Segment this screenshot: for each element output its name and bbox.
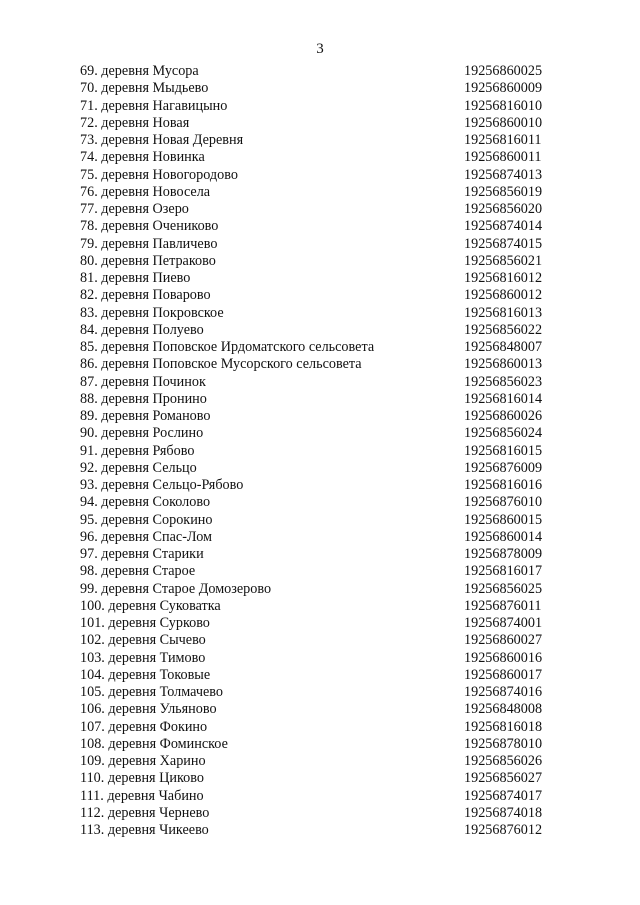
settlement-name: 77. деревня Озеро [80, 201, 189, 217]
settlement-name: 104. деревня Токовые [80, 666, 211, 683]
list-item [0, 494, 640, 511]
settlement-name: 90. деревня Рослино [80, 425, 204, 442]
list-item [0, 287, 640, 304]
list-item [0, 339, 640, 356]
settlement-code: 19256878010 [464, 735, 543, 752]
settlement-name: 84. деревня Полуево [80, 321, 204, 338]
settlement-code: 19256856024 [464, 425, 543, 442]
settlement-code: 19256874015 [464, 235, 543, 252]
settlement-name: 80. деревня Петраково [80, 252, 216, 269]
list-item [0, 701, 640, 718]
settlement-name: 75. деревня Новогородово [80, 166, 238, 183]
settlement-name: 103. деревня Тимово [80, 649, 206, 666]
settlement-code: 19256860026 [464, 408, 543, 424]
settlement-code: 19256860027 [464, 632, 543, 649]
settlement-name: 111. деревня Чабино [80, 787, 204, 804]
list-item [0, 650, 640, 667]
settlement-code: 19256874013 [464, 166, 543, 183]
settlement-name: 86. деревня Поповское Мусорского сельсовета [80, 356, 362, 373]
list-item [0, 684, 640, 701]
settlement-code: 19256816011 [464, 132, 542, 148]
list-item [0, 753, 640, 770]
list-item [0, 322, 640, 339]
settlement-name: 83. деревня Покровское [80, 304, 224, 321]
settlement-code: 19256816016 [464, 477, 543, 493]
settlement-name: 88. деревня Пронино [80, 390, 207, 407]
settlement-code: 19256816013 [464, 304, 543, 321]
list-item [0, 374, 640, 391]
list-item [0, 719, 640, 736]
settlement-code: 19256874018 [464, 804, 543, 821]
list-item [0, 529, 640, 546]
list-item [0, 615, 640, 632]
settlement-code: 19256856021 [464, 252, 543, 269]
settlement-name: 79. деревня Павличево [80, 235, 218, 252]
settlement-code: 19256860012 [464, 287, 543, 304]
settlement-name: 105. деревня Толмачево [80, 684, 223, 700]
list-item [0, 149, 640, 166]
settlement-name: 110. деревня Циково [80, 770, 204, 787]
list-item [0, 425, 640, 442]
list-item [0, 253, 640, 270]
list-item [0, 822, 640, 839]
settlement-name: 96. деревня Спас-Лом [80, 528, 212, 545]
list-item [0, 236, 640, 253]
list-item [0, 408, 640, 425]
settlement-name: 78. деревня Очениково [80, 218, 219, 235]
settlement-name: 101. деревня Сурково [80, 615, 210, 631]
list-item [0, 132, 640, 149]
list-item [0, 563, 640, 580]
settlement-name: 91. деревня Рябово [80, 442, 195, 459]
list-item [0, 218, 640, 235]
settlement-code: 19256848008 [464, 701, 543, 718]
settlement-name: 81. деревня Пиево [80, 270, 191, 286]
settlement-name: 95. деревня Сорокино [80, 511, 213, 528]
list-item [0, 63, 640, 80]
settlement-name: 108. деревня Фоминское [80, 735, 228, 752]
settlement-name: 112. деревня Чернево [80, 804, 210, 821]
settlement-code: 19256876009 [464, 459, 543, 476]
list-item [0, 632, 640, 649]
settlement-code: 19256856019 [464, 183, 543, 200]
list-item [0, 80, 640, 97]
settlement-code: 19256816015 [464, 442, 543, 459]
settlement-name: 73. деревня Новая Деревня [80, 132, 244, 148]
settlement-name: 106. деревня Ульяново [80, 701, 217, 718]
settlement-name: 93. деревня Сельцо-Рябово [80, 477, 244, 493]
settlement-code: 19256876011 [464, 597, 542, 614]
list-item [0, 201, 640, 218]
settlement-code: 19256856025 [464, 580, 543, 597]
settlement-code: 19256848007 [464, 339, 543, 355]
settlement-name: 71. деревня Нагавицыно [80, 97, 228, 114]
list-item [0, 98, 640, 115]
list-item [0, 356, 640, 373]
settlement-code: 19256874001 [464, 615, 543, 631]
settlement-name: 94. деревня Соколово [80, 494, 211, 511]
settlement-code: 19256816014 [464, 390, 543, 407]
settlement-name: 72. деревня Новая [80, 114, 190, 131]
settlement-name: 70. деревня Мыдьево [80, 80, 209, 97]
list-item [0, 460, 640, 477]
settlement-code: 19256860010 [464, 114, 543, 131]
settlement-code: 19256878009 [464, 546, 543, 562]
settlement-list [0, 63, 640, 839]
settlement-name: 99. деревня Старое Домозерово [80, 580, 272, 597]
settlement-code: 19256860013 [464, 356, 543, 373]
settlement-name: 82. деревня Поварово [80, 287, 211, 304]
list-item [0, 788, 640, 805]
settlement-code: 19256876012 [464, 822, 543, 838]
list-item [0, 546, 640, 563]
list-item [0, 667, 640, 684]
settlement-code: 19256860017 [464, 666, 543, 683]
settlement-code: 19256874014 [464, 218, 543, 235]
list-item [0, 598, 640, 615]
settlement-code: 19256860011 [464, 149, 542, 166]
settlement-name: 98. деревня Старое [80, 563, 196, 580]
settlement-code: 19256874016 [464, 684, 543, 700]
settlement-name: 109. деревня Харино [80, 753, 206, 769]
settlement-name: 102. деревня Сычево [80, 632, 206, 649]
settlement-code: 19256860009 [464, 80, 543, 97]
settlement-code: 19256856023 [464, 373, 543, 390]
settlement-name: 74. деревня Новинка [80, 149, 205, 166]
list-item [0, 391, 640, 408]
list-item [0, 305, 640, 322]
settlement-code: 19256876010 [464, 494, 543, 511]
list-item [0, 581, 640, 598]
settlement-name: 107. деревня Фокино [80, 718, 208, 735]
settlement-code: 19256874017 [464, 787, 543, 804]
list-item [0, 736, 640, 753]
settlement-name: 85. деревня Поповское Ирдоматского сельсовета [80, 339, 375, 355]
settlement-code: 19256856020 [464, 201, 543, 217]
list-item [0, 270, 640, 287]
settlement-code: 19256816012 [464, 270, 543, 286]
list-item [0, 184, 640, 201]
settlement-name: 87. деревня Починок [80, 373, 206, 390]
settlement-code: 19256856027 [464, 770, 543, 787]
settlement-code: 19256856026 [464, 753, 543, 769]
settlement-code: 19256816010 [464, 97, 543, 114]
list-item [0, 115, 640, 132]
settlement-name: 113. деревня Чикеево [80, 822, 209, 838]
list-item [0, 805, 640, 822]
settlement-code: 19256816017 [464, 563, 543, 580]
list-item [0, 770, 640, 787]
settlement-name: 92. деревня Сельцо [80, 459, 197, 476]
settlement-name: 69. деревня Мусора [80, 63, 199, 79]
settlement-code: 19256860025 [464, 63, 543, 79]
settlement-name: 100. деревня Суковатка [80, 597, 221, 614]
settlement-code: 19256816018 [464, 718, 543, 735]
list-item [0, 477, 640, 494]
settlement-code: 19256860014 [464, 528, 543, 545]
list-item [0, 167, 640, 184]
page-number: 3 [316, 41, 324, 57]
settlement-code: 19256860015 [464, 511, 543, 528]
settlement-code: 19256856022 [464, 321, 543, 338]
list-item [0, 443, 640, 460]
settlement-code: 19256860016 [464, 649, 543, 666]
settlement-name: 76. деревня Новосела [80, 183, 211, 200]
list-item [0, 512, 640, 529]
settlement-name: 89. деревня Романово [80, 408, 211, 424]
settlement-name: 97. деревня Старики [80, 546, 204, 562]
